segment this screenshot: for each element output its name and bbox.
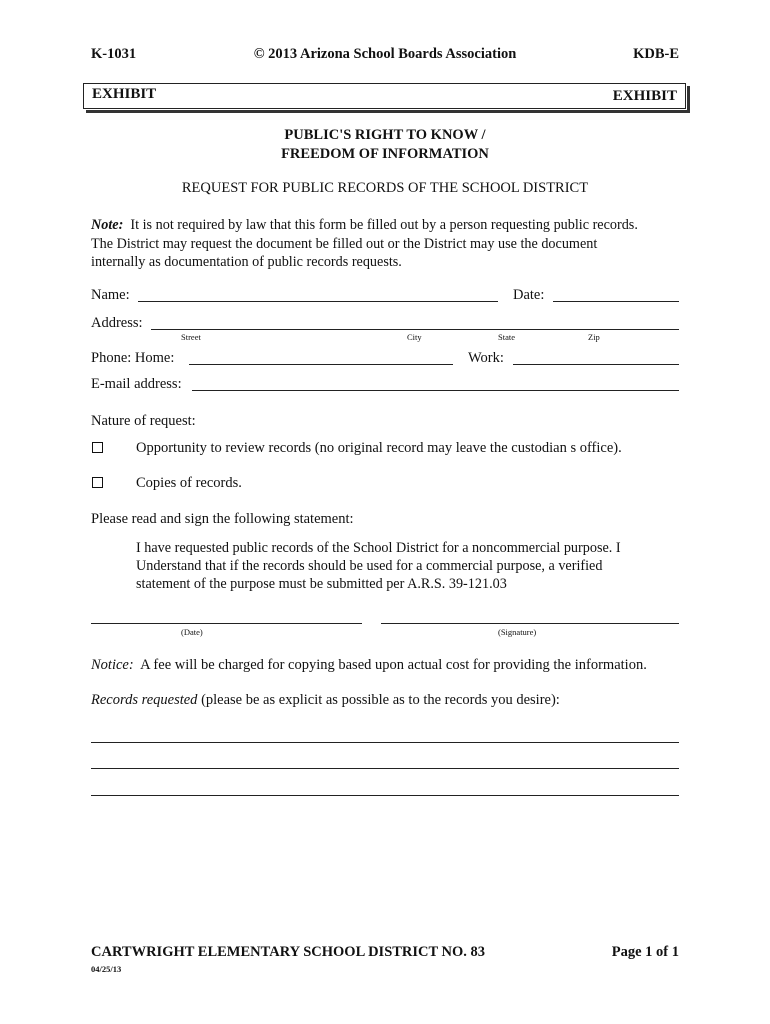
revision-date: 04/25/13	[91, 964, 122, 974]
exhibit-label-left: EXHIBIT	[92, 86, 157, 102]
note-line-1: It is not required by law that this form be filled out by a person requesting public records.	[130, 217, 638, 233]
review-records-option: Opportunity to review records (no original record may leave the custodian s office).	[136, 440, 622, 456]
copies-option: Copies of records.	[136, 475, 242, 491]
state-caption: State	[498, 332, 515, 342]
title-line-1: PUBLIC'S RIGHT TO KNOW /	[284, 127, 486, 143]
copies-checkbox[interactable]	[92, 477, 103, 488]
form-subtitle: REQUEST FOR PUBLIC RECORDS OF THE SCHOOL DISTRICT	[181, 180, 589, 196]
email-label: E-mail address:	[91, 376, 182, 392]
zip-caption: Zip	[588, 332, 600, 342]
street-caption: Street	[181, 332, 201, 342]
note-label: Note:	[91, 217, 124, 233]
records-text: (please be as explicit as possible as to the records you desire):	[201, 692, 560, 708]
date-field[interactable]	[553, 301, 679, 302]
nature-label: Nature of request:	[91, 413, 196, 429]
district-name: CARTWRIGHT ELEMENTARY SCHOOL DISTRICT NO. 83	[91, 944, 486, 960]
records-line-1[interactable]	[91, 742, 679, 743]
phone-home-field[interactable]	[189, 364, 453, 365]
exhibit-label-right: EXHIBIT	[612, 88, 677, 104]
copyright-line: © 2013 Arizona School Boards Association	[253, 46, 517, 62]
records-line-3[interactable]	[91, 795, 679, 796]
address-label: Address:	[91, 315, 143, 331]
review-records-checkbox[interactable]	[92, 442, 103, 453]
signature-caption: (Signature)	[498, 627, 537, 637]
address-field[interactable]	[151, 329, 679, 330]
notice-label: Notice:	[91, 657, 134, 673]
note-line-3: internally as documentation of public records requests.	[91, 254, 402, 270]
exhibit-banner	[83, 83, 686, 109]
statement-line-1: I have requested public records of the School District for a noncommercial purpose. I	[136, 540, 621, 556]
note-paragraph	[91, 216, 691, 272]
date-caption: (Date)	[181, 627, 203, 637]
statement-date-field[interactable]	[91, 623, 362, 624]
records-paragraph	[91, 692, 560, 709]
page-number: Page 1 of 1	[611, 944, 679, 960]
phone-work-field[interactable]	[513, 364, 679, 365]
statement-text	[136, 539, 621, 593]
notice-text: A fee will be charged for copying based upon actual cost for providing the information.	[140, 657, 647, 673]
statement-line-3: statement of the purpose must be submitted per A.R.S. 39-121.03	[136, 576, 507, 592]
email-field[interactable]	[192, 390, 679, 391]
name-field[interactable]	[138, 301, 498, 302]
signature-field[interactable]	[381, 623, 679, 624]
name-label: Name:	[91, 287, 130, 303]
city-caption: City	[407, 332, 422, 342]
title-line-2: FREEDOM OF INFORMATION	[281, 146, 489, 162]
records-label: Records requested	[91, 692, 198, 708]
form-code: K-1031	[91, 46, 137, 62]
statement-intro: Please read and sign the following statement:	[91, 511, 354, 527]
statement-line-2: Understand that if the records should be used for a commercial purpose, a verified	[136, 558, 603, 574]
notice-paragraph	[91, 657, 647, 674]
policy-code: KDB-E	[633, 46, 679, 62]
records-line-2[interactable]	[91, 768, 679, 769]
date-label: Date:	[513, 287, 545, 303]
phone-home-label: Phone: Home:	[91, 350, 175, 366]
note-line-2: The District may request the document be filled out or the District may use the document	[91, 235, 598, 252]
phone-work-label: Work:	[468, 350, 504, 366]
